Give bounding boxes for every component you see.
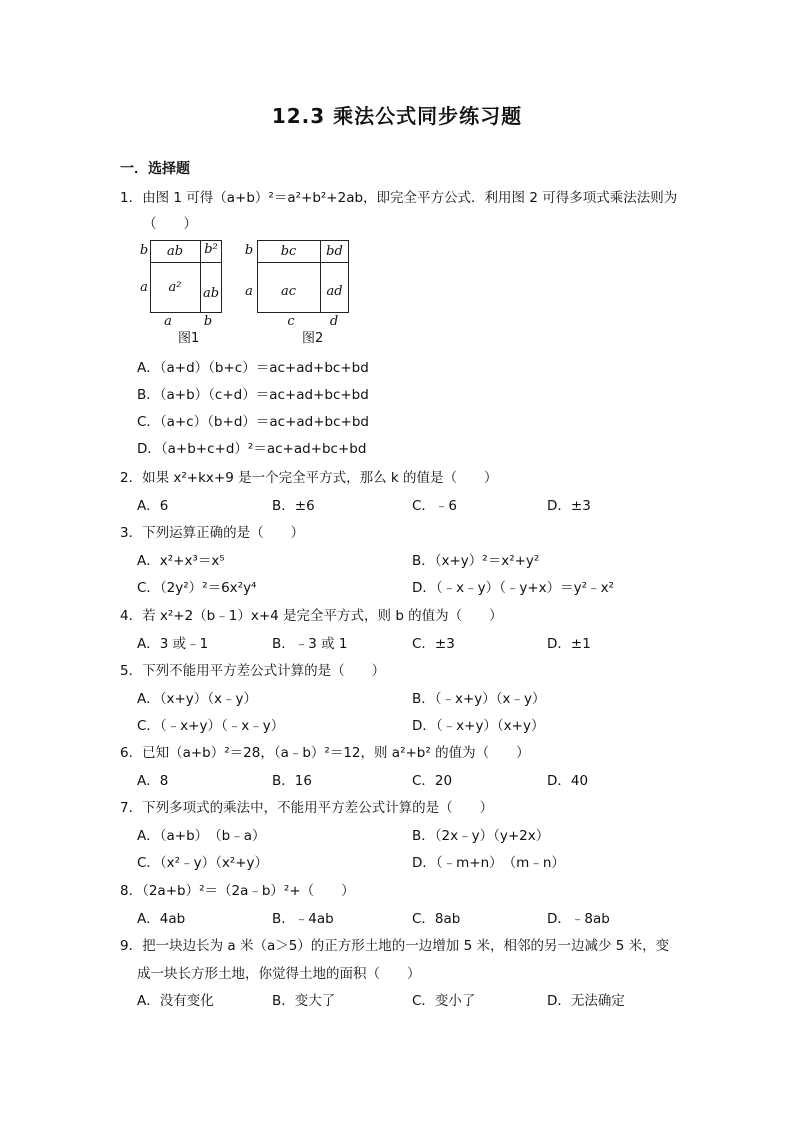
q1-stem-line2: （ ） — [143, 216, 197, 232]
q9-option-a[interactable]: A．没有变化 — [137, 993, 214, 1009]
q3-stem: 3．下列运算正确的是（ ） — [120, 525, 305, 541]
q6-option-a[interactable]: A．8 — [137, 773, 169, 789]
q4-option-c[interactable]: C．±3 — [412, 636, 455, 652]
fig1-main: a² — [168, 280, 182, 295]
q4-option-d[interactable]: D．±1 — [547, 636, 591, 652]
q1-option-c[interactable]: C．（a+c）（b+d）＝ac+ad+bc+bd — [137, 414, 369, 430]
fig1-hline — [150, 262, 222, 263]
fig1-caption: 图1 — [178, 331, 200, 346]
q1-option-b[interactable]: B．（a+b）（c+d）＝ac+ad+bc+bd — [137, 387, 369, 403]
q1-option-d[interactable]: D．（a+b+c+d）²＝ac+ad+bc+bd — [137, 441, 367, 457]
fig1-bottom-a: a — [164, 314, 172, 329]
q2-option-b[interactable]: B．±6 — [272, 498, 315, 514]
q2-option-d[interactable]: D．±3 — [547, 498, 591, 514]
q3-option-b[interactable]: B．（x+y）²＝x²+y² — [412, 553, 540, 569]
q3-option-d[interactable]: D．（﹣x﹣y）（﹣y+x）＝y²﹣x² — [412, 580, 614, 596]
q5-option-b[interactable]: B．（﹣x+y）（x﹣y） — [412, 691, 546, 707]
q7-option-a[interactable]: A．（a+b） （b﹣a） — [137, 828, 266, 844]
q4-option-b[interactable]: B．﹣3 或 1 — [272, 636, 348, 652]
fig2-bottom-c: c — [287, 314, 295, 329]
q7-option-c[interactable]: C．（x²﹣y）（x²+y） — [137, 855, 269, 871]
q4-option-a[interactable]: A．3 或﹣1 — [137, 636, 209, 652]
fig1-side-b: b — [139, 243, 149, 258]
q9-option-d[interactable]: D．无法确定 — [547, 993, 625, 1009]
fig2-main: ac — [280, 284, 297, 299]
q6-stem: 6．已知（a+b）²＝28，（a﹣b）²＝12，则 a²+b² 的值为（ ） — [120, 745, 530, 761]
fig2-side-a: a — [245, 284, 253, 299]
fig1-side-a: a — [140, 280, 148, 295]
fig1-bottom-b: b — [203, 314, 213, 329]
q2-stem: 2．如果 x²+kx+9 是一个完全平方式，那么 k 的值是（ ） — [120, 470, 498, 486]
q4-stem: 4．若 x²+2（b﹣1）x+4 是完全平方式，则 b 的值为（ ） — [120, 608, 503, 624]
q8-option-b[interactable]: B．﹣4ab — [272, 911, 334, 927]
q1-stem-line1: 1．由图 1 可得（a+b）²＝a²+b²+2ab，即完全平方公式．利用图 2 可得多项式乘法法则为 — [120, 190, 678, 206]
fig1-top-right: b² — [204, 242, 218, 257]
fig2-hline — [257, 262, 349, 263]
q5-stem: 5．下列不能用平方差公式计算的是（ ） — [120, 663, 386, 679]
q7-stem: 7．下列多项式的乘法中，不能用平方差公式计算的是（ ） — [120, 800, 494, 816]
q3-option-a[interactable]: A．x²+x³＝x⁵ — [137, 553, 225, 569]
section-heading: 一．选择题 — [120, 161, 190, 177]
q7-option-b[interactable]: B．（2x﹣y）（y+2x） — [412, 828, 550, 844]
q8-option-a[interactable]: A．4ab — [137, 911, 186, 927]
fig1-right: ab — [202, 286, 220, 301]
fig2-top-right: bd — [326, 244, 343, 259]
page-title: 12.3 乘法公式同步练习题 — [271, 104, 523, 128]
q6-option-d[interactable]: D．40 — [547, 773, 589, 789]
q9-option-b[interactable]: B．变大了 — [272, 993, 336, 1009]
fig2-caption: 图2 — [302, 331, 324, 346]
q9-option-c[interactable]: C．变小了 — [412, 993, 476, 1009]
fig1-top-left: ab — [166, 244, 184, 259]
q2-option-c[interactable]: C．﹣6 — [412, 498, 458, 514]
q7-option-d[interactable]: D．（﹣m+n） （m﹣n） — [412, 855, 565, 871]
fig2-bottom-d: d — [329, 314, 339, 329]
q8-option-d[interactable]: D．﹣8ab — [547, 911, 610, 927]
q9-stem-line1: 9．把一块边长为 a 米（a＞5）的正方形土地的一边增加 5 米，相邻的另一边减少 5 米，变 — [120, 938, 670, 954]
q8-stem: 8．（2a+b）²＝（2a﹣b）²+（ ） — [120, 883, 355, 899]
q3-option-c[interactable]: C．（2y²）²＝6x²y⁴ — [137, 580, 257, 596]
fig2-side-b: b — [244, 243, 254, 258]
q5-option-a[interactable]: A．（x+y）（x﹣y） — [137, 691, 258, 707]
q6-option-b[interactable]: B．16 — [272, 773, 312, 789]
fig2-right: ad — [326, 284, 343, 299]
q5-option-c[interactable]: C．（﹣x+y）（﹣x﹣y） — [137, 718, 285, 734]
q5-option-d[interactable]: D．（﹣x+y）（x+y） — [412, 718, 545, 734]
q2-option-a[interactable]: A．6 — [137, 498, 169, 514]
q9-stem-line2: 成一块长方形土地，你觉得土地的面积（ ） — [137, 966, 421, 982]
q6-option-c[interactable]: C．20 — [412, 773, 453, 789]
q8-option-c[interactable]: C．8ab — [412, 911, 461, 927]
fig2-top-left: bc — [280, 244, 297, 259]
q1-option-a[interactable]: A．（a+d）（b+c）＝ac+ad+bc+bd — [137, 360, 369, 376]
